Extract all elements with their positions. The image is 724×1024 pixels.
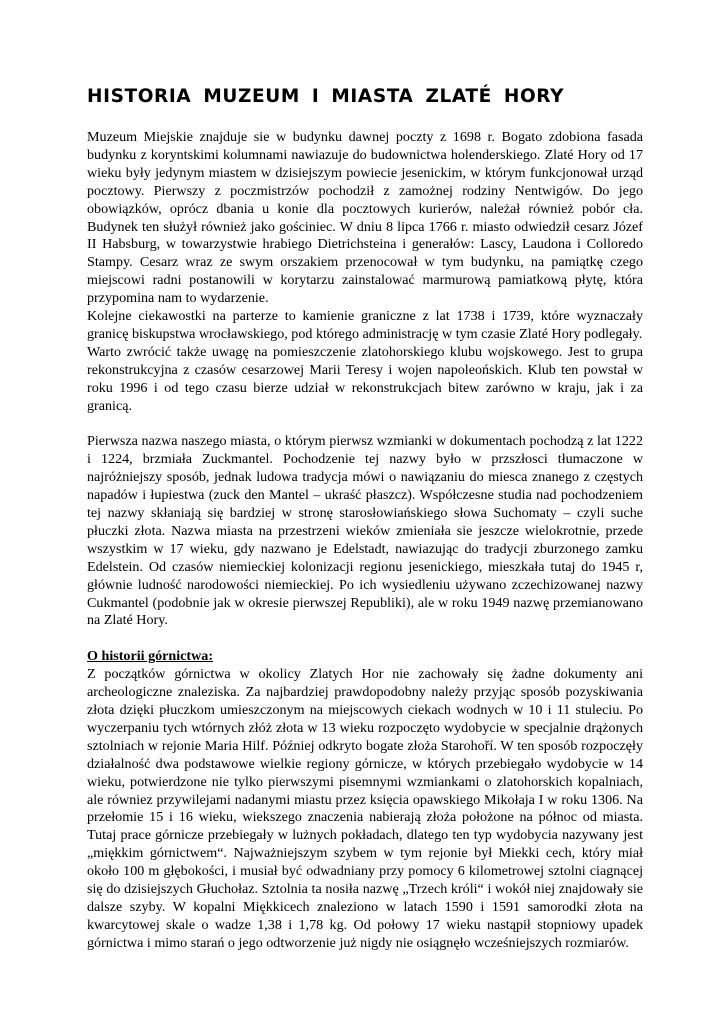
paragraph-gap	[87, 630, 643, 648]
page-title: HISTORIA MUZEUM I MIASTA ZLATÉ HORY	[87, 86, 565, 107]
museum-paragraph-1: Muzeum Miejskie znajduje sie w budynku dawnej poczty z 1698 r. Bogato zdobiona fasada budynku z koryntskimi kolumnami nawiazuje do budownictwa holenderskiego. Zlaté Hory od 17 wieku były jedynym miastem w dzisiejszym powiecie jesenickim, w którym funkcjonował urząd pocztowy. Pierwszy z poczmistrzów pochodził z zamożnej rodziny Nentwigów. Do jego obowiązków, oprócz dbania u konie dla pocztowych kurierów, należał również pobór cła. Budynek ten służył również jako gościniec. W dniu 8 lipca 1766 r. miasto odwiedził cesarz Józef II Habsburg, w towarzystwie hrabiego Dietrichsteina i generałów: Lascy, Laudona i Colloredo Stampy. Cesarz wraz ze swym orszakiem przenocował w tym budynku, na pamiątkę czego miejscowi radni postanowili w korytarzu zainstalować marmurową pamiatkową płytę, która przypomina nam to wydarzenie.	[87, 129, 643, 307]
mining-history-paragraph: Z początków górnictwa w okolicy Zlatych Hor nie zachowały się żadne dokumenty ani archeologiczne znaleziska. Za najbardziej prawdopodobny należy przyjąc sposób pozyskiwania złota dzięki płuczkom umieszczonym na miejscowych ciekach wodnych w 10 i 11 stuleciu. Po wyczerpaniu tych wtórnych złóż złota w 13 wieku rozpoczęto wydobycie w specjalnie drążonych sztolniach w rejonie Maria Hilf. Później odkryto bogate złoża Starohoří. W ten sposób rozpoczęły działalność dwa podstawowe wielkie regiony górnicze, w których przebiegało wydobycie w 14 wieku, potwierdzone nie tylko pierwszymi pisemnymi wzmiankami o zlatohorskich kopalniach, ale równiez przywilejami nadanymi miastu przez księcia opawskiego Mikołaja I w roku 1306. Na przełomie 15 i 16 wieku, wiekszego znaczenia nabierają złoża położone na północ od miasta. Tutaj prace górnicze przebiegały w lużnych pokładach, dlatego ten typ wydobycia nazywany jest „miękkim górnictwem“. Najważniejszym szybem w tym rejonie był Miekki cech, który miał około 100 m głębokości, i musiał być odwadniany przy pomocy 6 kilometrowej sztolni ciagnącej się do dzisiejszych Głuchołaz. Sztolnia ta nosiła nazwę „Trzech króli“ i wokół niej znajdowały sie dalsze szyby. W kopalni Miękkicech znaleziono w latach 1590 i 1591 samorodki złota na kwarcytowej skale o wadze 1,38 i 1,78 kg. Od połowy 17 wieku nastąpił stopniowy upadek górnictwa i mimo starań o jego odtworzenie już nigdy nie osiągnęło wcześniejszych rozmiarów.	[87, 666, 643, 951]
document-page	[87, 84, 643, 953]
museum-paragraph-3: Warto zwrócić także uwagę na pomieszczenie zlatohorskiego klubu wojskowego. Jest to grupa rekonstrukcyjna z czasów cesarzowej Marii Teresy i wojen napoleońskich. Klub ten powstał w roku 1996 i od tego czasu bierze udział w rekonstrukcjach bitew zarówno w kraju, jak i za granicą.	[87, 343, 643, 414]
town-name-paragraph: Pierwsza nazwa naszego miasta, o którym pierwsz wzmianki w dokumentach pochodzą z lat 1222 i 1224, brzmiała Zuckmantel. Pochodzenie tej nazwy było w przszłosci tłumaczone w najróżniejszy sposób, jednak ludowa tradycja mówi o nawiązaniu do miesca znanego z częstych napadów i łupiestwa (zuck den Mantel – ukraść płaszcz). Współczesne studia nad pochodzeniem tej nazwy skłaniają się bardziej w stronę starosłowiańskiego słowa Suchomaty – czyli suche płuczki złota. Nazwa miasta na przestrzeni wieków zmieniała sie jeszcze wielokrotnie, przede wszystkim w 17 wieku, gdy nazwano je Edelstadt, nawiazując do tradycji zburzonego zamku Edelstein. Od czasów niemieckiej kolonizacji regionu jesenickiego, mieszkała tutaj do 1945 r, głównie ludność narodowości niemieckiej. Po ich wysiedleniu używano zczechizowanej nazwy Cukmantel (podobnie jak w okresie pierwszej Republiki), ale w roku 1949 nazwę przemianowano na Zlaté Hory.	[87, 433, 643, 629]
museum-paragraph-2: Kolejne ciekawostki na parterze to kamienie graniczne z lat 1738 i 1739, które wyznaczały granicę biskupstwa wrocławskiego, pod którego administrację w tym czasie Zlaté Hory podlegały.	[87, 308, 643, 342]
paragraph-gap	[87, 416, 643, 434]
mining-history-heading: O historii górnictwa:	[87, 648, 214, 665]
